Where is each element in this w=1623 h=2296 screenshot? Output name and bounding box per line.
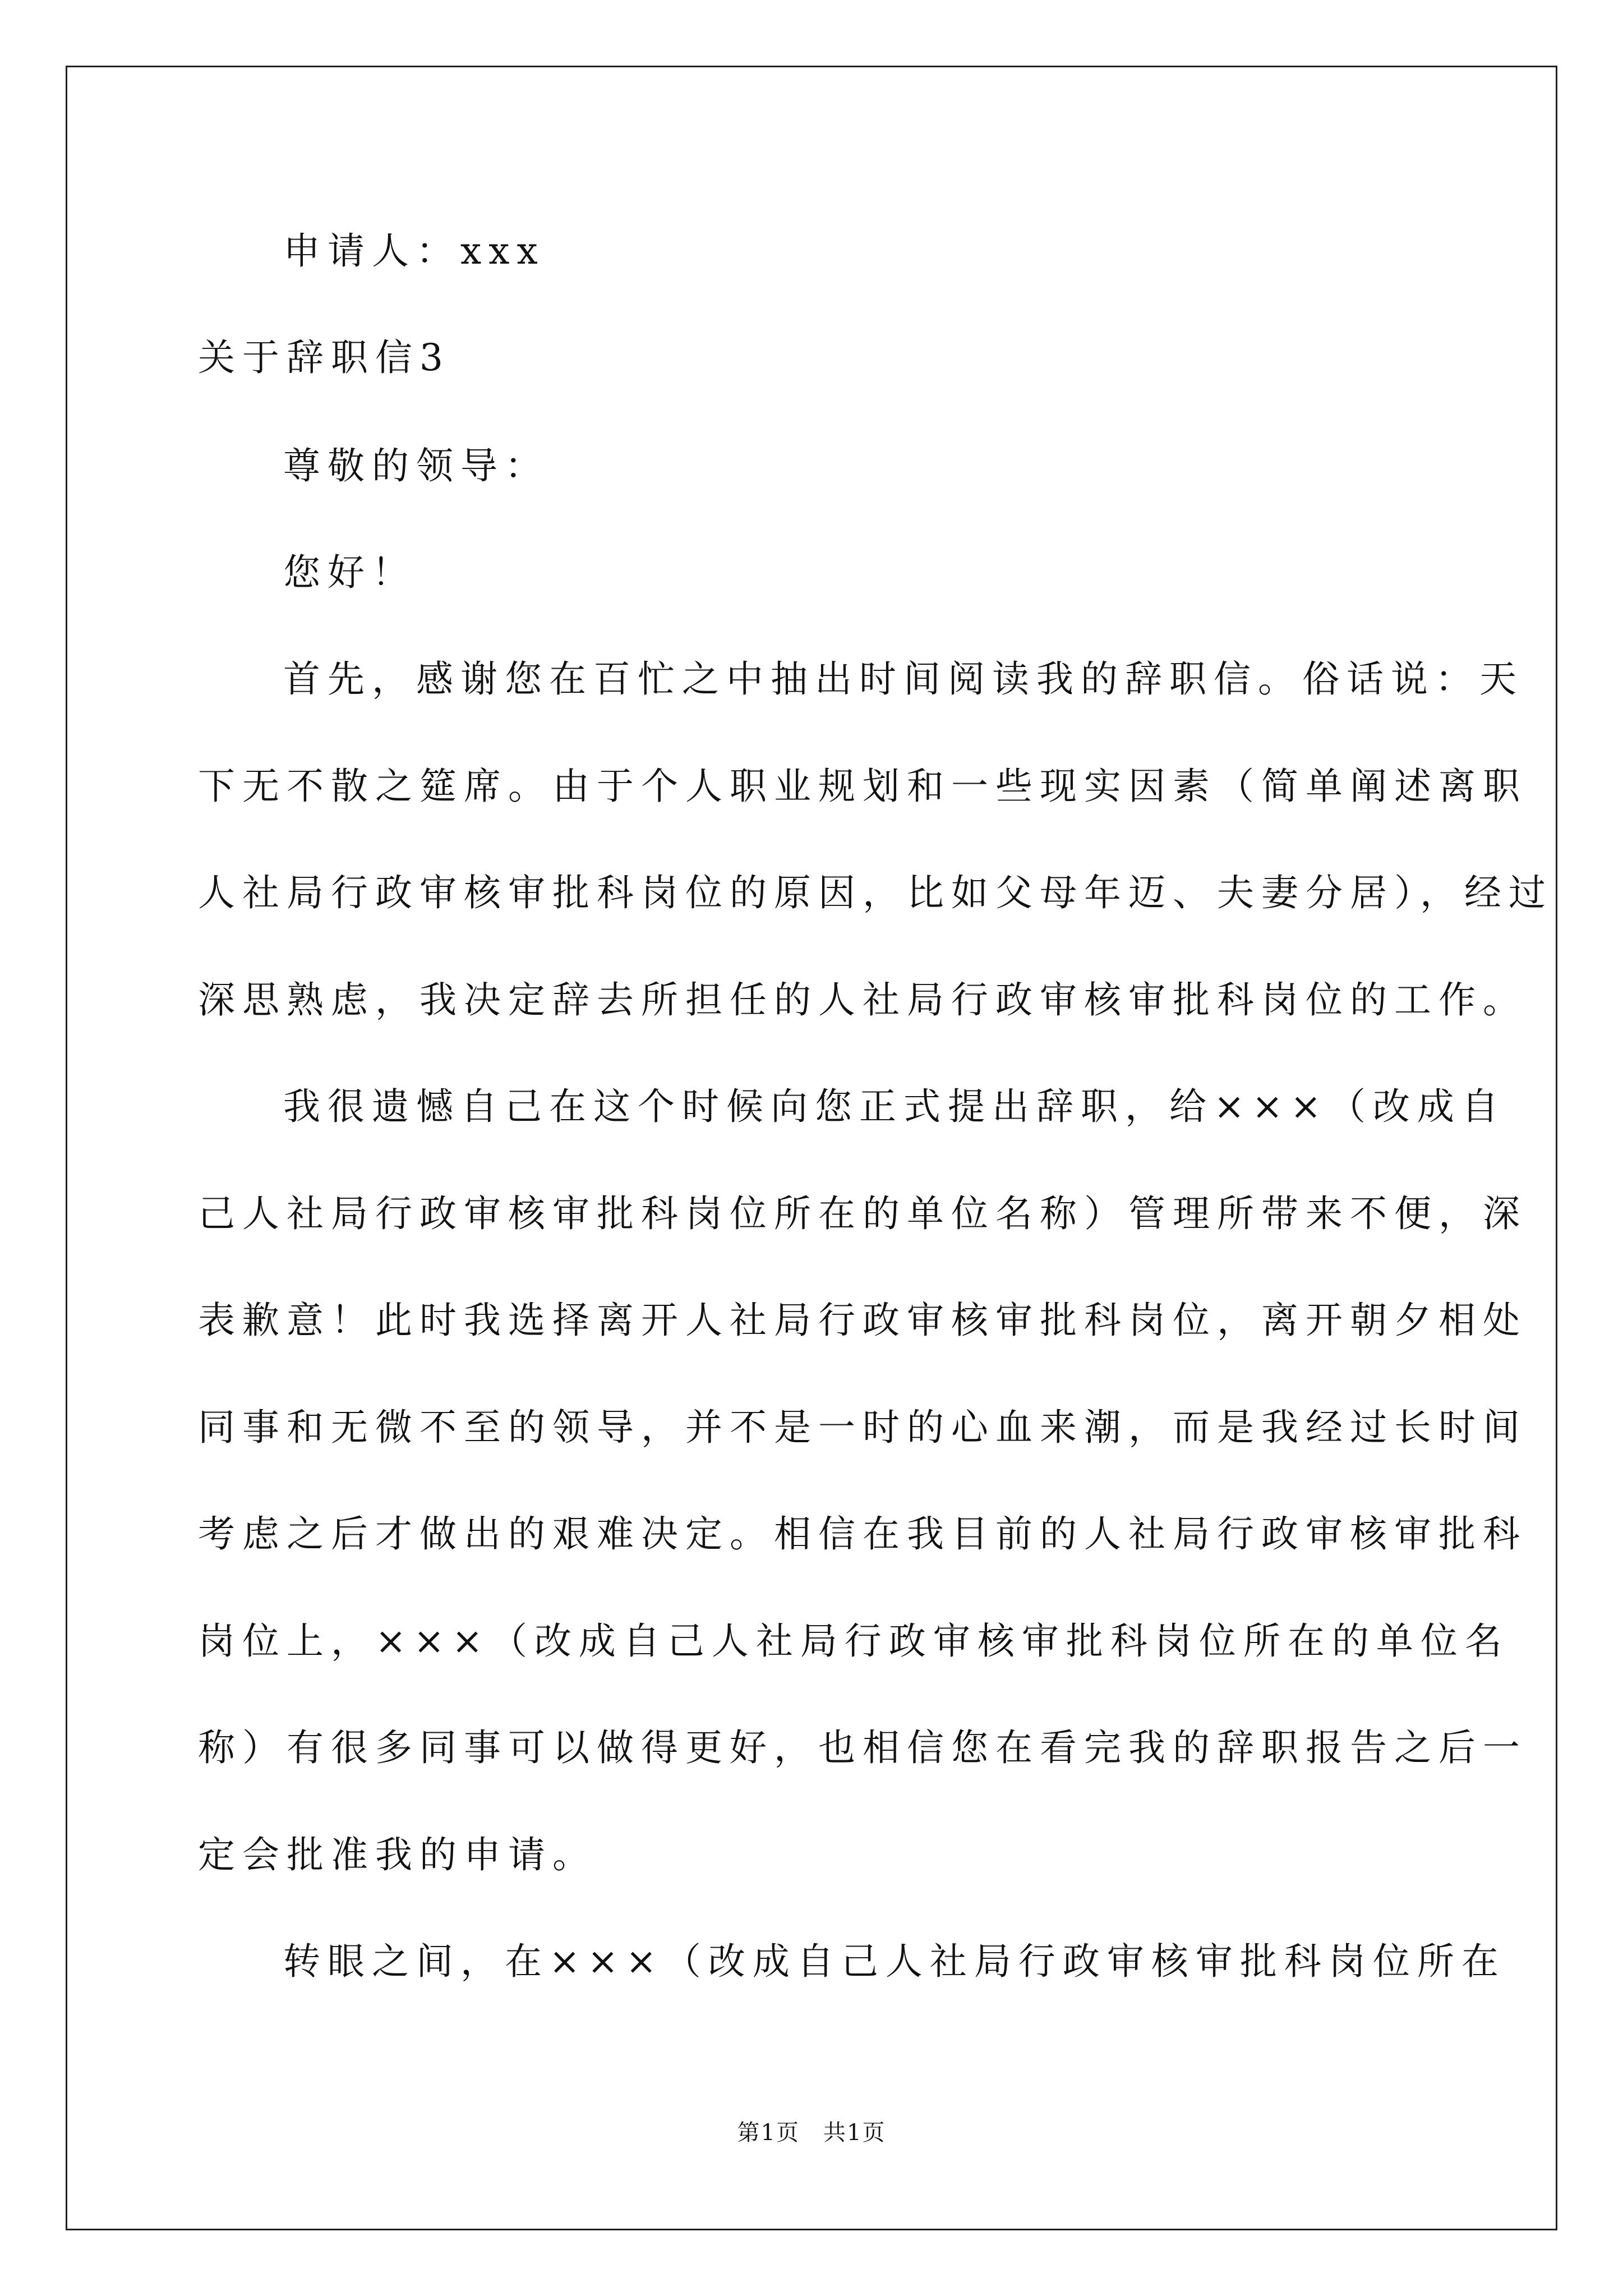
paragraph-line: 同事和无微不至的领导，并不是一时的心血来潮，而是我经过长时间 bbox=[198, 1406, 1527, 1449]
page-footer: 第1页 共1页 bbox=[737, 2120, 886, 2146]
paragraph-line: 首先，感谢您在百忙之中抽出时间阅读我的辞职信。俗话说：天 bbox=[283, 657, 1524, 701]
paragraph-line: 考虑之后才做出的艰难决定。相信在我目前的人社局行政审核审批科 bbox=[198, 1512, 1527, 1556]
paragraph-line: 岗位上，×××（改成自己人社局行政审核审批科岗位所在的单位名 bbox=[198, 1619, 1509, 1663]
applicant-line: 申请人：xxx bbox=[283, 229, 545, 273]
paragraph-line: 称）有很多同事可以做得更好，也相信您在看完我的辞职报告之后一 bbox=[198, 1726, 1527, 1769]
paragraph-line: 己人社局行政审核审批科岗位所在的单位名称）管理所带来不便，深 bbox=[198, 1192, 1527, 1235]
page-border bbox=[66, 66, 1557, 2230]
greeting: 您好！ bbox=[283, 551, 416, 594]
paragraph-line: 我很遗憾自己在这个时候向您正式提出辞职，给×××（改成自 bbox=[283, 1085, 1506, 1128]
salutation: 尊敬的领导： bbox=[283, 444, 549, 487]
paragraph-line: 转眼之间，在×××（改成自己人社局行政审核审批科岗位所在 bbox=[283, 1940, 1506, 1983]
letter-title: 关于辞职信3 bbox=[198, 336, 450, 379]
paragraph-line: 表歉意！此时我选择离开人社局行政审核审批科岗位，离开朝夕相处 bbox=[198, 1299, 1527, 1342]
paragraph-line: 定会批准我的申请。 bbox=[198, 1833, 597, 1876]
paragraph-line: 深思熟虑，我决定辞去所担任的人社局行政审核审批科岗位的工作。 bbox=[198, 978, 1527, 1022]
paragraph-line: 人社局行政审核审批科岗位的原因，比如父母年迈、夫妻分居），经过 bbox=[198, 871, 1553, 914]
paragraph-line: 下无不散之筵席。由于个人职业规划和一些现实因素（简单阐述离职 bbox=[198, 765, 1527, 808]
